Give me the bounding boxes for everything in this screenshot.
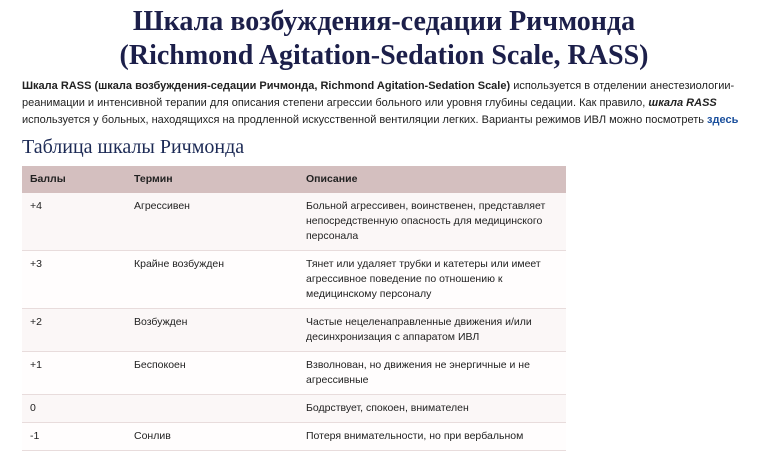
rass-table — [22, 166, 566, 451]
intro-bold-lead: Шкала RASS (шкала возбуждения-седации Ричмонда, Richmond Agitation-Sedation Scale) — [22, 80, 511, 92]
intro-bold-italic: шкала RASS — [648, 97, 717, 109]
cell-score: 0 — [22, 395, 126, 423]
cell-term: Агрессивен — [126, 193, 298, 251]
table-row — [22, 352, 566, 395]
page-title — [0, 0, 768, 73]
cell-term — [126, 395, 298, 423]
section-heading: Таблица шкалы Ричмонда — [22, 136, 245, 158]
cell-description: Взволнован, но движения не энергичные и не агрессивные — [298, 352, 566, 395]
table-row — [22, 395, 566, 423]
cell-description: Бодрствует, спокоен, внимателен — [298, 395, 566, 423]
table-header-row — [22, 166, 566, 193]
intro-text-1: используется в отделении анестезиологии-реанимации и интенсивной терапии для описания степени агрессии больного или уровня глубины седации. Как правило, — [22, 80, 735, 109]
intro-paragraph — [22, 78, 752, 129]
title-line-1: Шкала возбуждения-седации Ричмонда — [132, 6, 636, 37]
header-score: Баллы — [22, 166, 126, 193]
ventilation-modes-link[interactable]: здесь — [707, 114, 739, 126]
table-row — [22, 193, 566, 251]
cell-term: Сонлив — [126, 423, 298, 451]
cell-term: Беспокоен — [126, 352, 298, 395]
cell-term: Крайне возбужден — [126, 251, 298, 309]
cell-score: +4 — [22, 193, 126, 251]
cell-description: Потеря внимательности, но при вербальном — [298, 423, 566, 451]
table-row — [22, 423, 566, 451]
header-term: Термин — [126, 166, 298, 193]
cell-description: Тянет или удаляет трубки и катетеры или имеет агрессивное поведение по отношению к медицинскому персоналу — [298, 251, 566, 309]
cell-score: -1 — [22, 423, 126, 451]
table-row — [22, 309, 566, 352]
header-description: Описание — [298, 166, 566, 193]
cell-term: Возбужден — [126, 309, 298, 352]
intro-text-2: используется у больных, находящихся на продленной искусственной вентиляции легких. Варианты режимов ИВЛ можно посмотреть — [22, 114, 708, 126]
table-row — [22, 251, 566, 309]
title-line-2: (Richmond Agitation-Sedation Scale, RASS) — [119, 40, 649, 71]
cell-description: Больной агрессивен, воинственен, представляет непосредственную опасность для медицинского персонала — [298, 193, 566, 251]
cell-description: Частые нецеленаправленные движения и/или десинхронизация с аппаратом ИВЛ — [298, 309, 566, 352]
cell-score: +1 — [22, 352, 126, 395]
cell-score: +3 — [22, 251, 126, 309]
cell-score: +2 — [22, 309, 126, 352]
